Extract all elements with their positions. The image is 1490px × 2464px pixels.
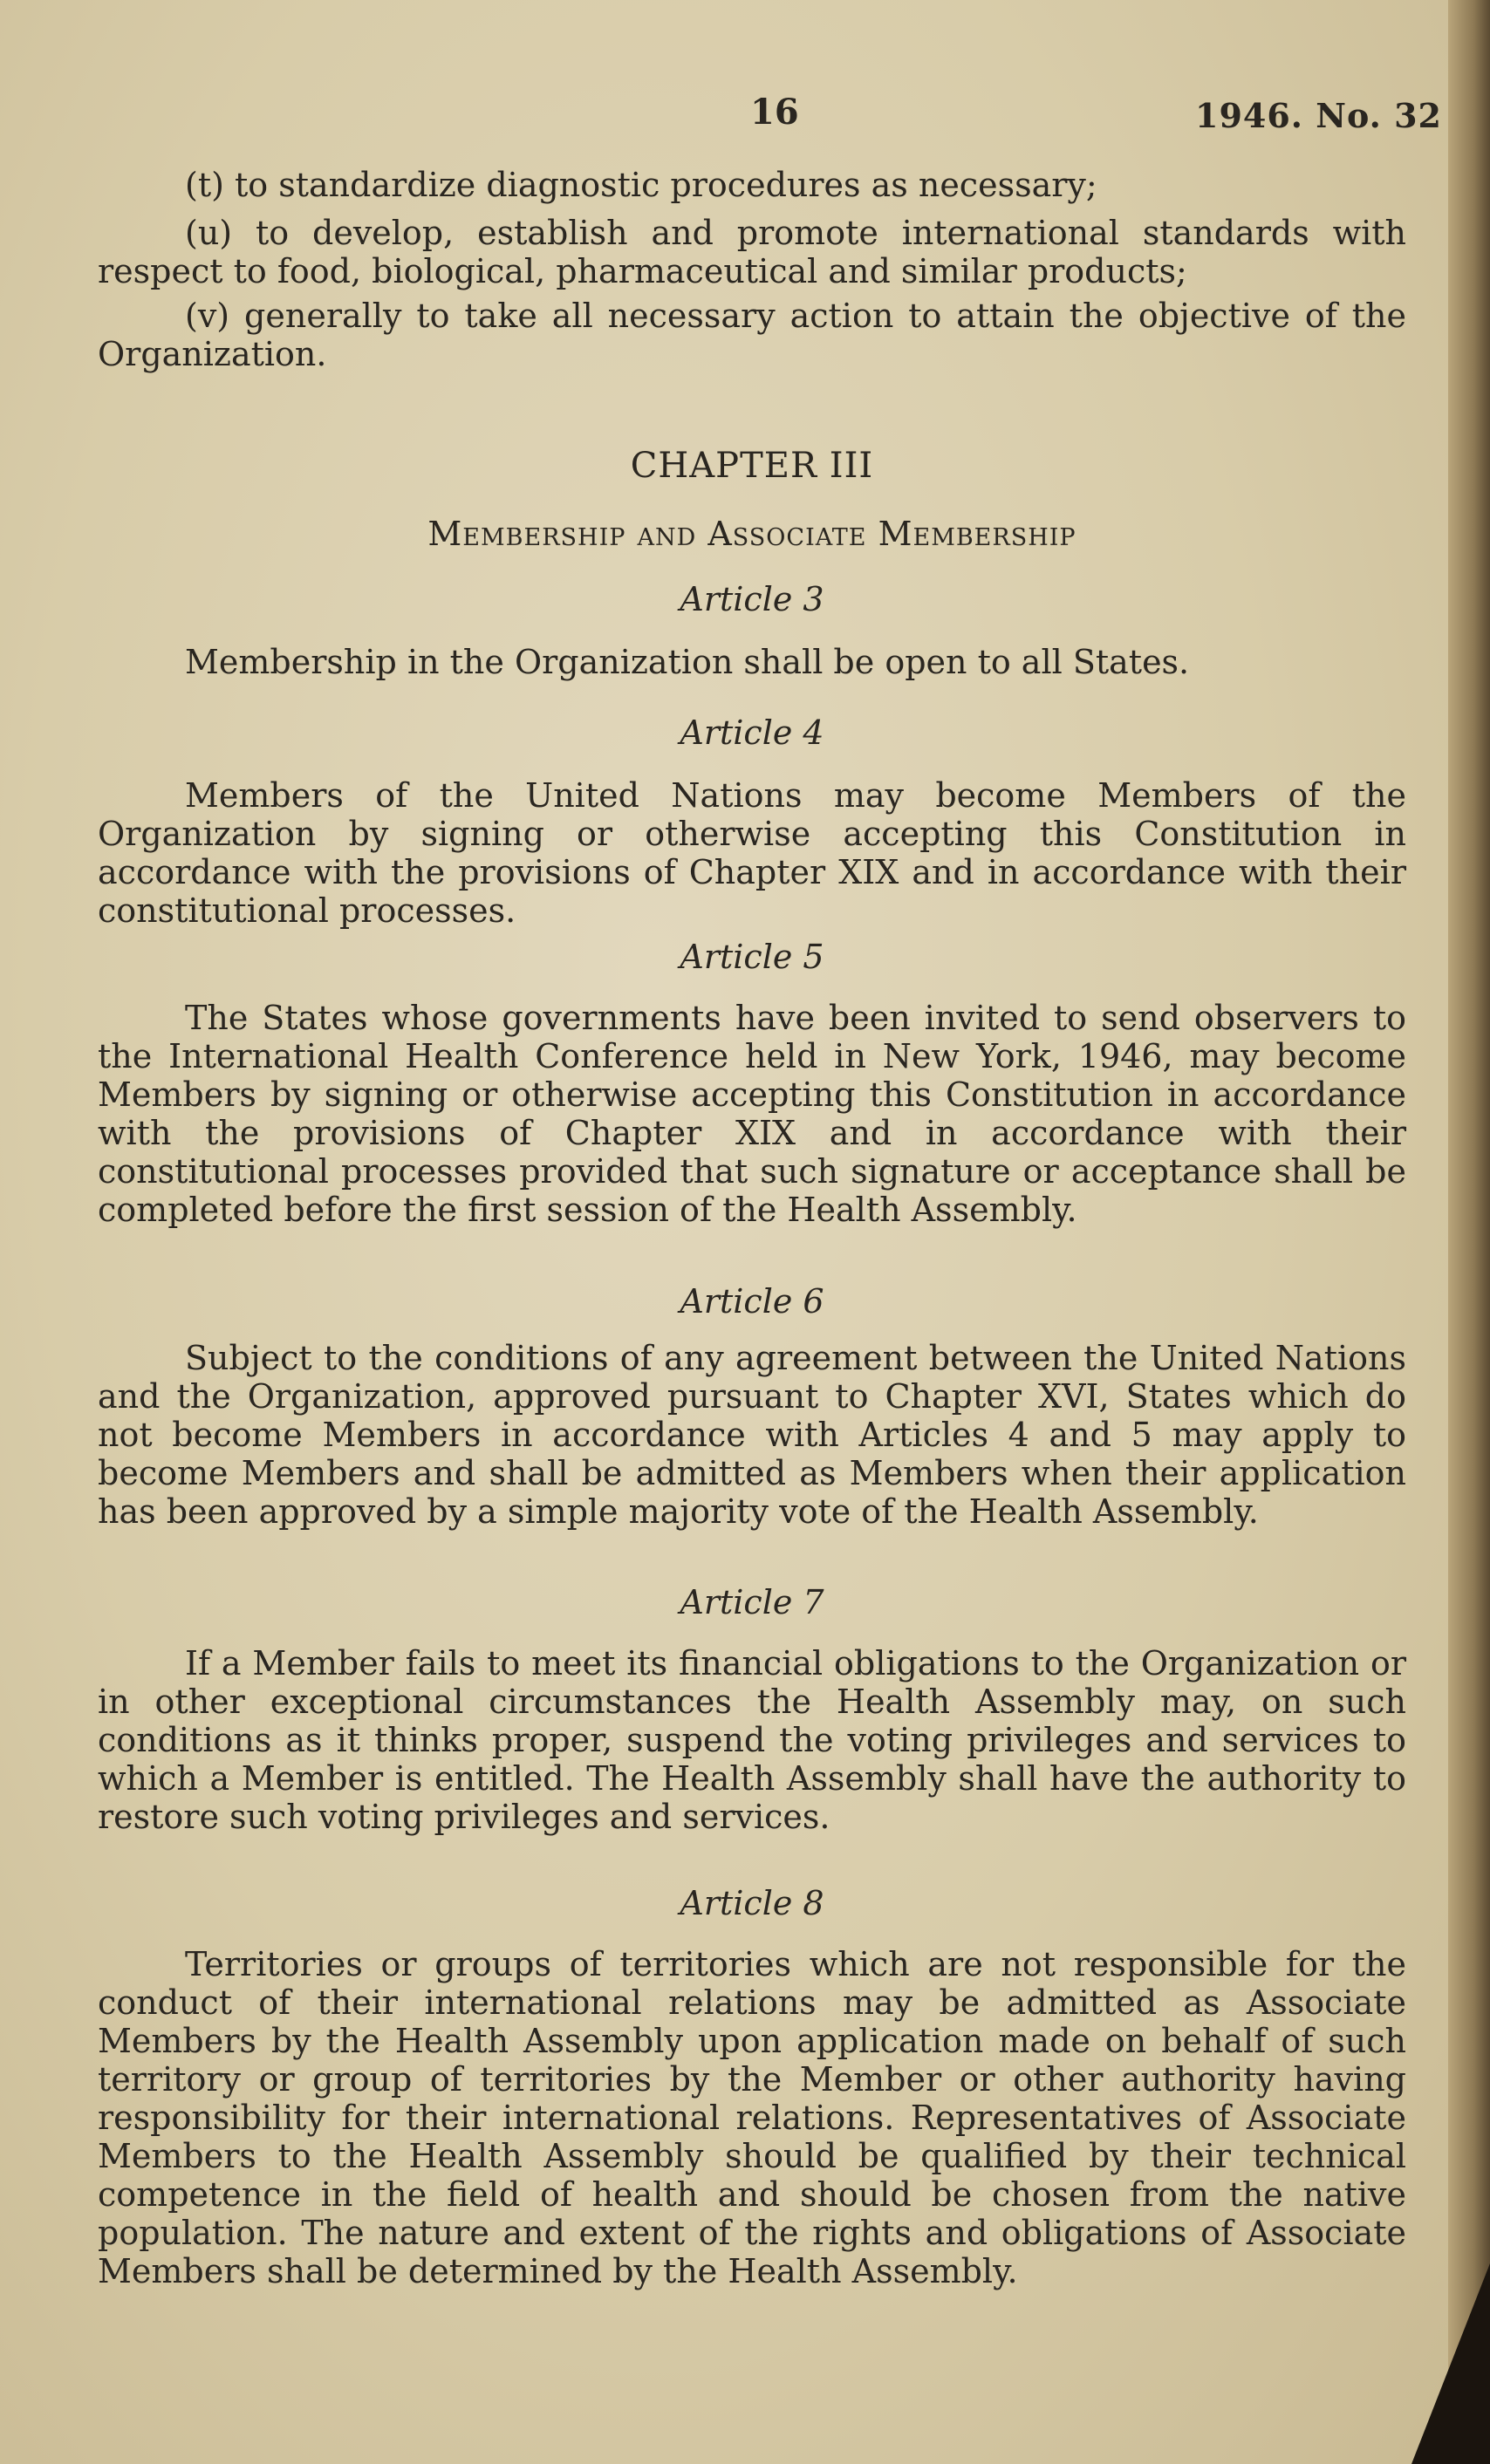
item-v-text: (v) generally to take all necessary action to attain the objective of the Organization.: [98, 297, 1406, 373]
article-7-heading: Article 7: [680, 1583, 824, 1621]
article-4-text: Members of the United Nations may become Members of the Organization by signing or otherwise accepting this Constitution in accordance with the provisions of Chapter XIX and in accordance with their constitutional processes.: [98, 776, 1406, 930]
article-8-text: Territories or groups of territories which are not responsible for the conduct of their international relations may be admitted as Associate Members by the Health Assembly upon application made on behalf of such territory or group of territories by the Member or other authority having responsibility for their international relations. Representatives of Associate Members to the Health Assembly should be qualified by their technical competence in the field of health and should be chosen from the native population. The nature and extent of the rights and obligations of Associate Members shall be determined by the Health Assembly.: [98, 1945, 1406, 2290]
item-t-text: (t) to standardize diagnostic procedures as necessary;: [185, 166, 1097, 204]
chapter-subtitle: Membership and Associate Membership: [427, 515, 1076, 553]
chapter-title: CHAPTER III: [630, 446, 874, 486]
page-number: 16: [750, 92, 799, 133]
article-8-heading: Article 8: [680, 1884, 824, 1922]
article-5-text: The States whose governments have been invited to send observers to the International Health Conference held in New York, 1946, may become Members by signing or otherwise accepting this Constitution in accordance with the provisions of Chapter XIX and in accordance with their constitutional processes provided that such signature or acceptance shall be completed before the first session of the Health Assembly.: [98, 999, 1406, 1229]
article-4-body: [98, 776, 1406, 930]
article-4-heading: Article 4: [680, 713, 824, 752]
article-7-text: If a Member fails to meet its financial obligations to the Organization or in other exceptional circumstances the Health Assembly may, on such conditions as it thinks proper, suspend the voting privileges and services to which a Member is entitled. The Health Assembly shall have the authority to restore such voting privileges and services.: [98, 1644, 1406, 1836]
item-u-text: (u) to develop, establish and promote international standards with respect to food, biological, pharmaceutical and similar products;: [98, 214, 1406, 290]
page-corner-shadow: [1411, 2263, 1490, 2464]
item-v: [98, 297, 1406, 373]
article-7-body: [98, 1644, 1406, 1836]
article-6-text: Subject to the conditions of any agreement between the United Nations and the Organization, approved pursuant to Chapter XVI, States which do not become Members in accordance with Articles 4 and 5 may apply to become Members and shall be admitted as Members when their application has been approved by a simple majority vote of the Health Assembly.: [98, 1339, 1406, 1531]
article-5-body: [98, 999, 1406, 1229]
item-u: [98, 214, 1406, 290]
article-3-body: [98, 643, 1406, 681]
article-3-heading: Article 3: [680, 580, 824, 618]
article-8-body: [98, 1945, 1406, 2290]
article-6-body: [98, 1339, 1406, 1531]
binding-edge: [1448, 0, 1490, 2464]
item-t: [98, 166, 1406, 204]
article-6-heading: Article 6: [680, 1282, 824, 1321]
document-reference: 1946. No. 32: [1195, 96, 1442, 135]
article-3-text: Membership in the Organization shall be open to all States.: [185, 643, 1190, 681]
article-5-heading: Article 5: [680, 938, 824, 976]
